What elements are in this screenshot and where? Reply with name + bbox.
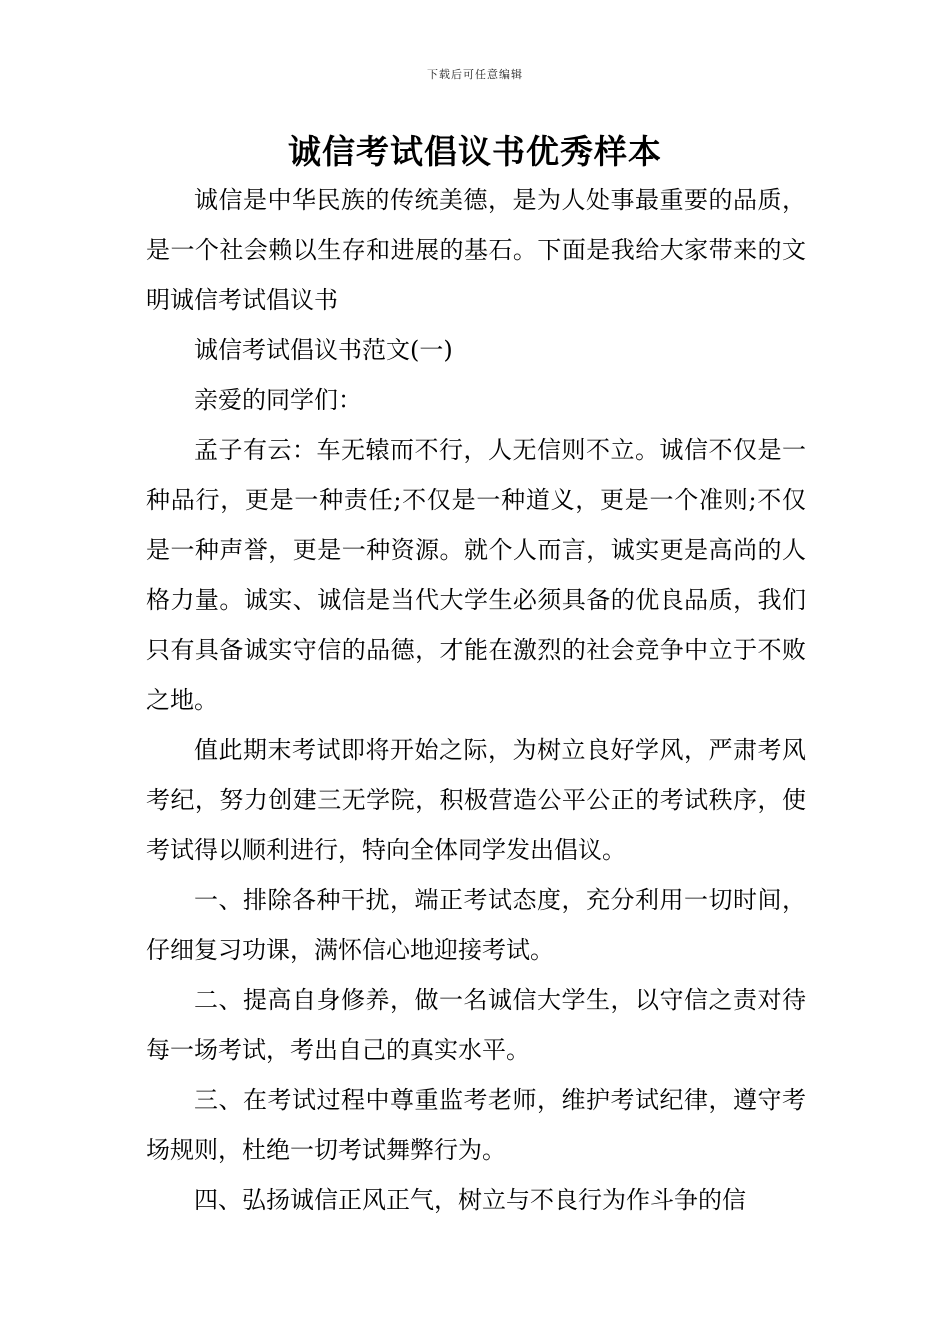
paragraph-item-4: 四、弘扬诚信正风正气，树立与不良行为作斗争的信 (194, 1186, 746, 1214)
header-note: 下载后可任意编辑 (427, 68, 523, 81)
document-title: 诚信考试倡议书优秀样本 (288, 132, 662, 171)
paragraph-item-3: 三、在考试过程中尊重监考老师，维护考试纪律，遵守考场规则，杜绝一切考试舞弊行为。 (146, 1086, 806, 1164)
paragraph-intro: 诚信是中华民族的传统美德，是为人处事最重要的品质，是一个社会赖以生存和进展的基石。下面是我给大家带来的文明诚信考试倡议书 (146, 186, 806, 314)
paragraph-sample-heading: 诚信考试倡议书范文(一) (194, 336, 453, 364)
paragraph-item-2: 二、提高自身修养，做一名诚信大学生，以守信之责对待每一场考试，考出自己的真实水平。 (146, 986, 806, 1064)
paragraph-item-1: 一、排除各种干扰，端正考试态度，充分利用一切时间，仔细复习功课，满怀信心地迎接考试。 (146, 886, 806, 964)
paragraph-occasion: 值此期末考试即将开始之际，为树立良好学风，严肃考风考纪，努力创建三无学院，积极营造公平公正的考试秩序，使考试得以顺利进行，特向全体同学发出倡议。 (146, 736, 806, 864)
paragraph-salutation: 亲爱的同学们： (194, 386, 362, 414)
document-body (146, 175, 806, 1225)
paragraph-mencius: 孟子有云：车无辕而不行，人无信则不立。诚信不仅是一种品行，更是一种责任;不仅是一种道义，更是一个准则;不仅是一种声誉，更是一种资源。就个人而言，诚实更是高尚的人格力量。诚实、诚信是当代大学生必须具备的优良品质，我们只有具备诚实守信的品德，才能在激烈的社会竞争中立于不败之地。 (146, 436, 806, 714)
